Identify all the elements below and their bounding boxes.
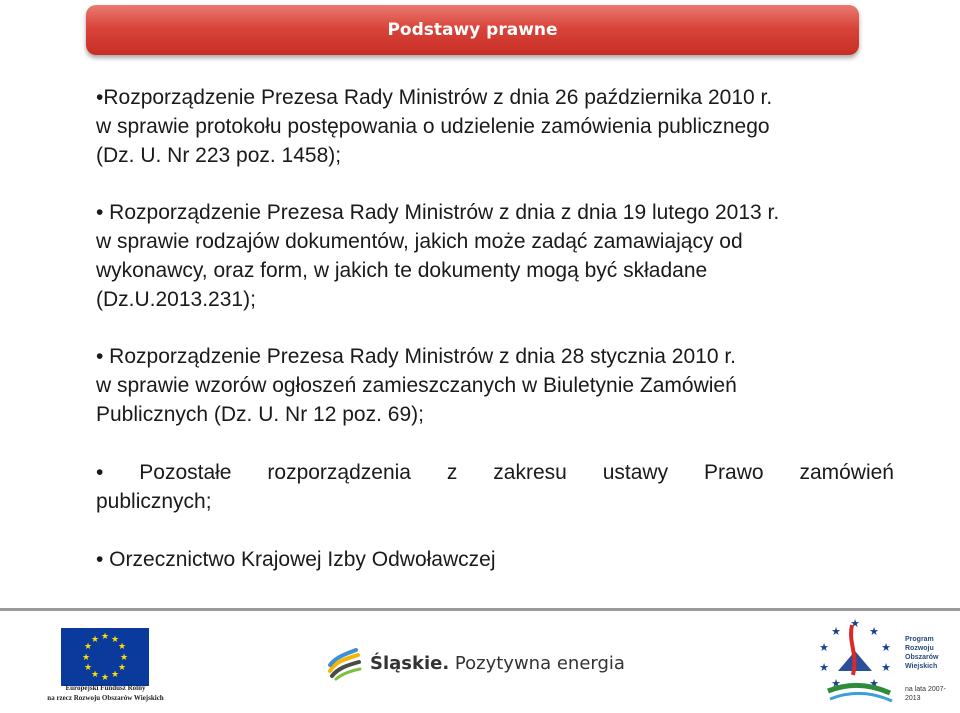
svg-text:★: ★ xyxy=(100,632,110,642)
eu-caption xyxy=(38,683,173,703)
svg-text:★: ★ xyxy=(83,663,93,673)
slaskie-logo xyxy=(326,643,625,683)
list-item-line: • Rozporządzenie Prezesa Rady Ministrów z dnia 28 stycznia 2010 r. xyxy=(96,345,736,368)
list-item xyxy=(96,342,894,429)
list-item xyxy=(96,198,894,314)
list-item-line: wykonawcy, oraz form, w jakich te dokumenty mogą być składane xyxy=(96,259,708,282)
slaskie-slogan: Pozytywna energia xyxy=(454,652,625,674)
list-item-line: • Orzecznictwo Krajowej Izby Odwoławczej xyxy=(96,548,496,571)
svg-text:★: ★ xyxy=(119,653,129,663)
svg-text:★: ★ xyxy=(117,663,127,673)
prow-text-line: Rozwoju xyxy=(905,645,934,652)
list-item-line: •Rozporządzenie Prezesa Rady Ministrów z dnia 26 października 2010 r. xyxy=(96,86,773,109)
list-item-line: • Pozostałe rozporządzenia z zakresu ustawy Prawo zamówień xyxy=(96,461,894,484)
svg-text:★: ★ xyxy=(869,625,879,638)
prow-text-line: Program xyxy=(905,636,934,643)
svg-text:★: ★ xyxy=(881,641,891,654)
eu-caption-line: Europejski Fundusz Rolny xyxy=(65,684,146,692)
eu-caption-line: na rzecz Rozwoju Obszarów Wiejskich xyxy=(47,694,164,702)
svg-text:★: ★ xyxy=(81,653,91,663)
prow-years: na lata 2007-2013 xyxy=(905,686,946,702)
svg-text:★: ★ xyxy=(819,661,829,674)
eu-flag-logo xyxy=(61,628,149,686)
footer-logos xyxy=(0,608,960,708)
slide-title-bar xyxy=(86,5,859,55)
prow-logo xyxy=(808,613,958,708)
prow-text-line: Wiejskich xyxy=(905,663,938,670)
list-item-line: (Dz.U.2013.231); xyxy=(96,288,256,311)
svg-text:★: ★ xyxy=(83,642,93,652)
svg-text:★: ★ xyxy=(100,673,110,683)
list-item-line: Publicznych (Dz. U. Nr 12 poz. 69); xyxy=(96,403,424,426)
slide-title: Podstawy prawne xyxy=(387,20,558,40)
svg-text:★: ★ xyxy=(881,661,891,674)
list-item-line: w sprawie rodzajów dokumentów, jakich może zadąć zamawiający od xyxy=(96,230,743,253)
list-item-line: publicznych; xyxy=(96,490,212,513)
list-item-line: w sprawie protokołu postępowania o udzielenie zamówienia publicznego xyxy=(96,115,770,138)
list-item xyxy=(96,83,894,170)
list-item-line: (Dz. U. Nr 223 poz. 1458); xyxy=(96,144,342,167)
prow-text xyxy=(905,635,958,703)
svg-text:★: ★ xyxy=(819,641,829,654)
svg-text:★: ★ xyxy=(110,635,120,645)
svg-text:★: ★ xyxy=(90,670,100,680)
prow-text-line: Obszarów xyxy=(905,654,939,661)
slaskie-emblem-icon xyxy=(326,645,362,681)
list-item xyxy=(96,458,894,516)
svg-text:★: ★ xyxy=(117,642,127,652)
svg-text:★: ★ xyxy=(831,677,841,690)
legal-basis-list xyxy=(96,83,894,574)
list-item xyxy=(96,545,894,574)
svg-text:★: ★ xyxy=(850,617,860,630)
list-item-line: w sprawie wzorów ogłoszeń zamieszczanych w Biuletynie Zamówień xyxy=(96,374,737,397)
prow-emblem-icon xyxy=(808,613,903,708)
list-item-line: • Rozporządzenie Prezesa Rady Ministrów z dnia z dnia 19 lutego 2013 r. xyxy=(96,201,780,224)
svg-text:★: ★ xyxy=(90,635,100,645)
svg-text:★: ★ xyxy=(110,670,120,680)
svg-text:★: ★ xyxy=(869,677,879,690)
svg-text:★: ★ xyxy=(831,625,841,638)
slaskie-brand: Śląskie. xyxy=(370,652,450,674)
